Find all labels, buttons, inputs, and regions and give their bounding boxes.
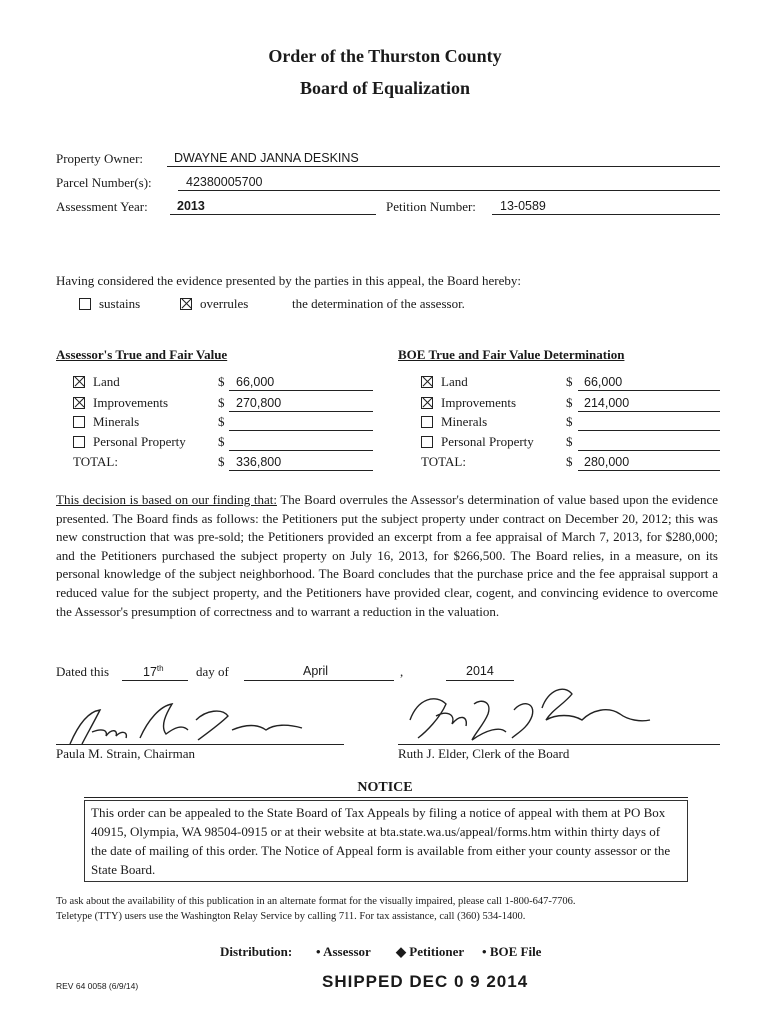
distribution-item: • Assessor xyxy=(316,944,371,959)
dated-comma: , xyxy=(400,664,404,679)
boe-personal-dollar: $ xyxy=(566,434,573,449)
dated-month: April xyxy=(303,664,329,678)
notice-box xyxy=(84,800,688,882)
boe-land-label: Land xyxy=(441,374,468,389)
assessor-minerals-checkbox[interactable] xyxy=(73,416,85,428)
title-line-2: Board of Equalization xyxy=(299,78,471,98)
finding-lead: This decision is based on our finding that: xyxy=(56,492,277,507)
year-line xyxy=(170,214,376,215)
assessor-personal-dollar: $ xyxy=(218,434,225,449)
revision-code: REV 64 0058 (6/9/14) xyxy=(56,981,139,991)
boe-total-value: 280,000 xyxy=(584,455,630,469)
dated-day: 17th xyxy=(143,664,164,680)
assessor-land-line xyxy=(229,390,373,391)
boe-total-dollar: $ xyxy=(566,454,573,469)
parcel-line xyxy=(178,190,720,191)
bullet-icon: • xyxy=(316,944,321,959)
decision-intro: Having considered the evidence presented by the parties in this appeal, the Board hereby: xyxy=(56,273,521,288)
assessor-impr-value: 270,800 xyxy=(236,396,282,410)
assessor-total-line xyxy=(229,470,373,471)
distribution-label: Distribution: xyxy=(220,944,293,959)
assessor-total-label: TOTAL: xyxy=(73,454,118,469)
assessor-minerals-label: Minerals xyxy=(93,414,140,429)
dated-prefix: Dated this xyxy=(56,664,110,679)
dated-year: 2014 xyxy=(466,664,494,678)
year-value: 2013 xyxy=(177,199,205,213)
boe-minerals-checkbox[interactable] xyxy=(421,416,433,428)
title-line-1: Order of the Thurston County xyxy=(268,46,502,66)
notice-top-rule xyxy=(84,797,688,798)
boe-heading: BOE True and Fair Value Determination xyxy=(398,347,625,362)
sustains-label: sustains xyxy=(99,296,141,311)
notice-title: NOTICE xyxy=(357,780,413,795)
dated-month-line xyxy=(244,680,394,681)
boe-land-checkbox[interactable] xyxy=(421,376,433,388)
footer-line-1: To ask about the availability of this publication in an alternate format for the visually impaired, please call 1-800-647-7706. xyxy=(56,896,576,907)
petition-value: 13-0589 xyxy=(500,199,546,213)
notice-text: This order can be appealed to the State Board of Tax Appeals by filing a notice of appeal with them at PO Box 40915, Olympia, WA 98504-0915 or at their website at bta.state.wa.us/appeal/forms.htm within thirty days of the date of mailing of this order. The Notice of Appeal form is available from either your county assessor or the State Board. xyxy=(91,805,671,877)
owner-line xyxy=(167,166,720,167)
boe-impr-checkbox[interactable] xyxy=(421,397,433,409)
distribution-item: ◆ Petitioner xyxy=(396,944,465,959)
boe-impr-label: Improvements xyxy=(441,395,517,410)
chairman-signature xyxy=(56,690,316,750)
overrules-checkbox[interactable] xyxy=(180,298,192,310)
assessor-land-dollar: $ xyxy=(218,374,225,389)
dated-dayof: day of xyxy=(196,664,229,679)
assessor-land-label: Land xyxy=(93,374,120,389)
assessor-land-value: 66,000 xyxy=(236,375,275,389)
owner-value: DWAYNE AND JANNA DESKINS xyxy=(174,151,359,165)
assessor-minerals-line xyxy=(229,430,373,431)
boe-land-value: 66,000 xyxy=(584,375,623,389)
assessor-impr-label: Improvements xyxy=(93,395,169,410)
year-label: Assessment Year: xyxy=(56,199,148,214)
boe-personal-checkbox[interactable] xyxy=(421,436,433,448)
shipped-stamp: SHIPPED DEC 0 9 2014 xyxy=(322,972,529,991)
footer-line-2: Teletype (TTY) users use the Washington Relay Service by calling 711. For tax assistance, call (360) 534-1400. xyxy=(56,911,526,922)
dated-day-line xyxy=(122,680,188,681)
boe-impr-value: 214,000 xyxy=(584,396,630,410)
clerk-sign-line xyxy=(398,744,720,745)
boe-land-dollar: $ xyxy=(566,374,573,389)
bullet-icon: • xyxy=(482,944,487,959)
boe-impr-dollar: $ xyxy=(566,395,573,410)
chairman-sign-line xyxy=(56,744,344,745)
assessor-minerals-dollar: $ xyxy=(218,414,225,429)
sustains-checkbox[interactable] xyxy=(79,298,91,310)
boe-total-line xyxy=(578,470,720,471)
boe-minerals-line xyxy=(578,430,720,431)
boe-minerals-label: Minerals xyxy=(441,414,488,429)
assessor-land-checkbox[interactable] xyxy=(73,376,85,388)
diamond-bullet-icon: ◆ xyxy=(396,944,406,959)
clerk-name: Ruth J. Elder, Clerk of the Board xyxy=(398,746,570,761)
boe-minerals-dollar: $ xyxy=(566,414,573,429)
finding-paragraph xyxy=(56,491,718,621)
boe-impr-line xyxy=(578,411,720,412)
assessor-impr-checkbox[interactable] xyxy=(73,397,85,409)
parcel-label: Parcel Number(s): xyxy=(56,175,152,190)
parcel-value: 42380005700 xyxy=(186,175,263,189)
finding-text: The Board overrules the Assessor's determination of value based upon the evidence presented. The Board finds as follows: the Petitioners put the subject property under contract on December 20, 2012; this was new construction that was pre-sold; the Petitioners provided an excerpt from a fee appraisal of March 7, 2013, for $280,000; and the Petitioners purchased the subject property on July 16, 2013, for $266,500. The Board relies, in a measure, on its personal knowledge of the subject neighborhood. The Board concludes that the purchase price and the fee appraisal support a reduced value for the subject property, and the Petitioners have provided clear, cogent, and convincing evidence to overcome the Assessor's presumption of correctness and to warrant a reduction in the valuation. xyxy=(56,492,718,619)
owner-label: Property Owner: xyxy=(56,151,144,166)
overrules-label: overrules xyxy=(200,296,249,311)
chairman-name: Paula M. Strain, Chairman xyxy=(56,746,196,761)
assessor-impr-dollar: $ xyxy=(218,395,225,410)
assessor-heading: Assessor's True and Fair Value xyxy=(56,347,228,362)
boe-personal-label: Personal Property xyxy=(441,434,534,449)
boe-land-line xyxy=(578,390,720,391)
petition-label: Petition Number: xyxy=(386,199,476,214)
boe-total-label: TOTAL: xyxy=(421,454,466,469)
boe-personal-line xyxy=(578,450,720,451)
clerk-signature xyxy=(396,680,656,752)
assessor-personal-line xyxy=(229,450,373,451)
assessor-personal-checkbox[interactable] xyxy=(73,436,85,448)
petition-line xyxy=(492,214,720,215)
decision-suffix: the determination of the assessor. xyxy=(292,296,465,311)
assessor-impr-line xyxy=(229,411,373,412)
distribution-item: • BOE File xyxy=(482,944,542,959)
assessor-personal-label: Personal Property xyxy=(93,434,186,449)
assessor-total-value: 336,800 xyxy=(236,455,282,469)
assessor-total-dollar: $ xyxy=(218,454,225,469)
